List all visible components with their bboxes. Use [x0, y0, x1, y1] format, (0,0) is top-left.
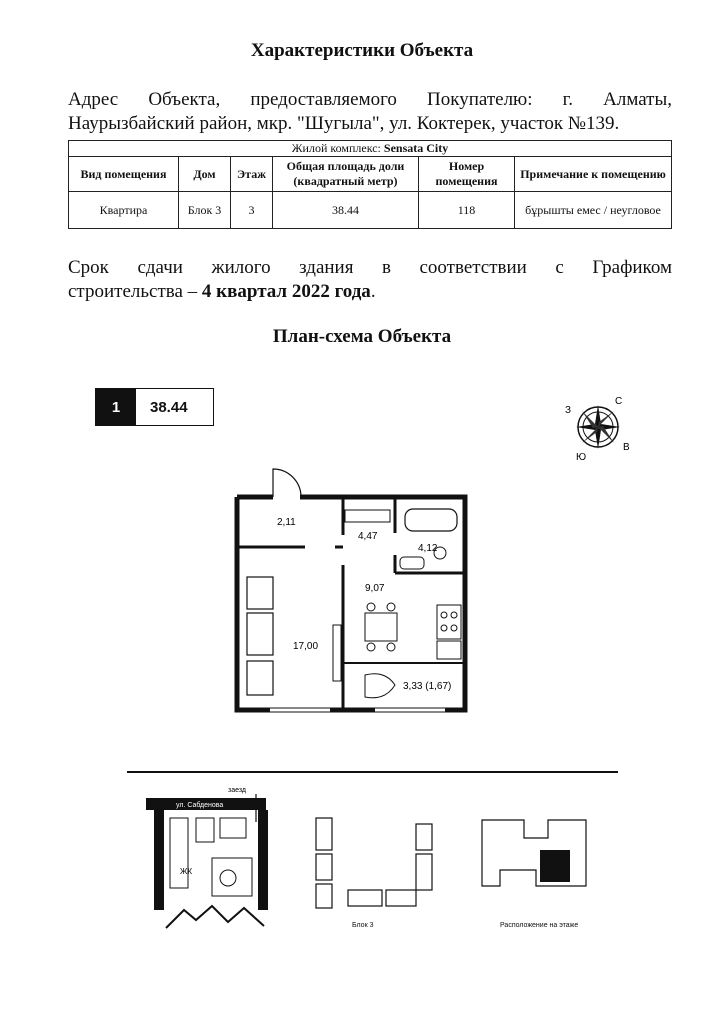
page-title: Характеристики Объекта [250, 40, 474, 61]
entry-label: заезд [228, 787, 246, 794]
table-cell: бұрышты емес / неугловое [515, 192, 672, 229]
address-line-2: Наурызбайский район, мкр. "Шугыла", ул. Коктерек, участок №139. [68, 113, 620, 134]
deadline-line-2 [68, 281, 376, 302]
room-wc-area: 4,12 [418, 543, 438, 554]
complex-name-row [69, 141, 672, 157]
location-map [140, 782, 290, 932]
room-corridor-area: 2,11 [277, 517, 296, 528]
object-table [68, 140, 672, 229]
table-header: Вид помещения [69, 157, 179, 192]
compass-west: З [565, 405, 572, 416]
rooms-count: 1 [96, 389, 136, 425]
table-header: Этаж [231, 157, 273, 192]
compass-south: Ю [576, 452, 587, 463]
compass-icon [560, 392, 640, 464]
street-top-label: ул. Сабденова [176, 802, 224, 809]
table-header: Дом [179, 157, 231, 192]
table-header: Примечание к помещению [515, 157, 672, 192]
room-balcony-area: 3,33 (1,67) [403, 681, 452, 692]
table-cell: Блок 3 [179, 192, 231, 229]
table-row [69, 192, 672, 229]
block-caption: Блок 3 [352, 922, 374, 929]
section-divider [127, 771, 618, 773]
table-cell: 118 [419, 192, 515, 229]
table-header: Номер помещения [419, 157, 515, 192]
plan-badge [95, 388, 214, 426]
complex-prefix: Жилой комплекс: [291, 141, 384, 155]
deadline-paragraph [68, 256, 672, 304]
complex-name: Sensata City [383, 141, 449, 155]
complex-map-label: ЖК [180, 867, 193, 876]
floor-plan [225, 465, 475, 715]
compass-north: С [615, 396, 623, 407]
table-header-row [69, 157, 672, 192]
table-cell: 3 [231, 192, 273, 229]
address-paragraph [68, 88, 672, 136]
deadline-line-1: Срок сдачи жилого здания в соответствии с Графиком [68, 257, 672, 278]
room-kitchen-area: 9,07 [365, 583, 385, 594]
table-cell: 38.44 [273, 192, 419, 229]
deadline-prefix: строительства – [68, 281, 202, 302]
floor-caption: Расположение на этаже [500, 922, 579, 929]
table-header: Общая площадь доли (квадратный метр) [273, 157, 419, 192]
address-line-1: Адрес Объекта, предоставляемого Покупателю: г. Алматы, [68, 89, 672, 110]
deadline-date: 4 квартал 2022 года [201, 281, 371, 302]
compass-east: В [623, 442, 630, 453]
table-cell: Квартира [69, 192, 179, 229]
deadline-suffix: . [370, 281, 376, 302]
block-schematic [310, 814, 440, 918]
floor-location-schematic [476, 816, 594, 900]
plan-heading: План-схема Объекта [272, 326, 452, 347]
area-value: 38.44 [150, 398, 188, 416]
room-living-area: 17,00 [293, 641, 319, 652]
room-bathroom-area: 4,47 [358, 531, 378, 542]
